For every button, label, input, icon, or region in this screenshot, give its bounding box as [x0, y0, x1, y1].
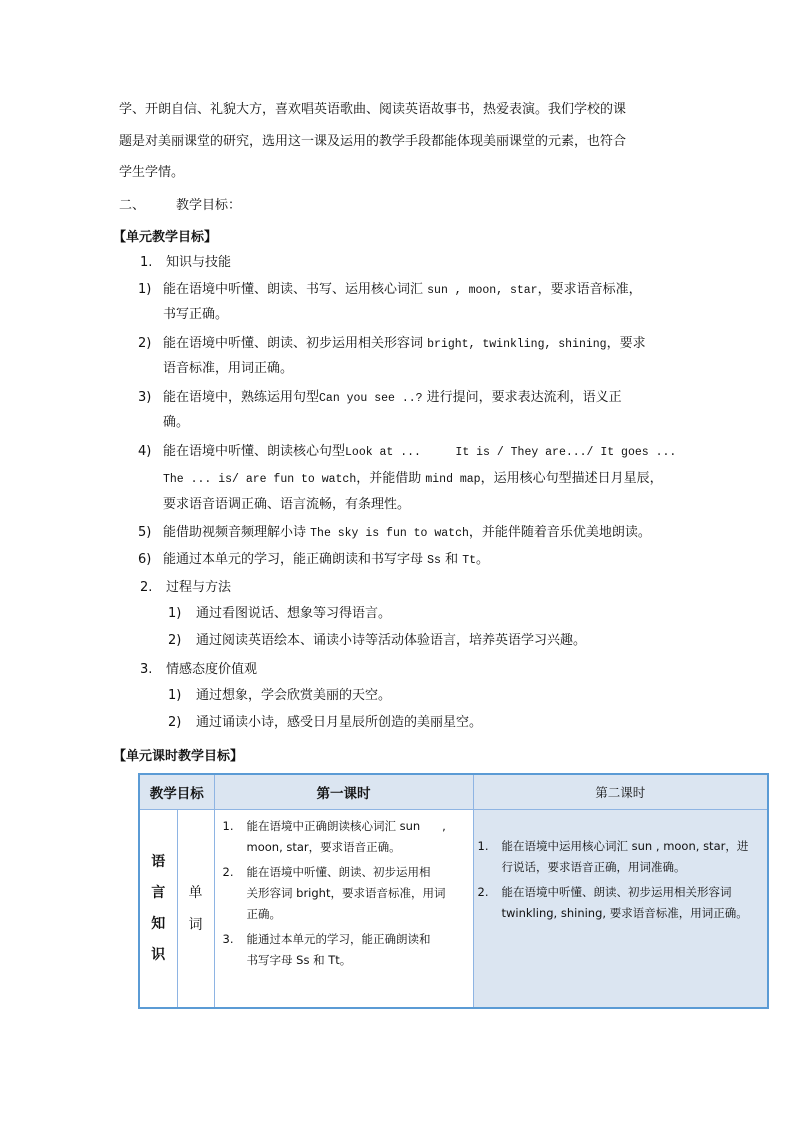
knowledge-item-4-number: 4) [138, 444, 152, 459]
list-item: 1. 能在语境中运用核心词汇 sun , moon, star，进 行说话，要求语音正确，用词准确。 [477, 839, 749, 874]
knowledge-item-6: 能通过本单元的学习，能正确朗读和书写字母 Ss 和 Tt。 [163, 552, 490, 567]
knowledge-item-2-number: 2) [138, 336, 152, 351]
category-language-knowledge: 语 言 知 识 [139, 810, 177, 1009]
knowledge-item-4-line-2: The ... is/ are fun to watch，并能借助 mind map，运用核心句型描述日月星辰， [163, 471, 663, 486]
lesson-goals-heading: 【单元课时教学目标】 [113, 749, 244, 764]
process-item-1-number: 1) [168, 606, 182, 621]
list-item: 1. 能在语境中正确朗读核心词汇 sun , moon, star，要求语音正确。 [222, 819, 446, 854]
list-item: 2. 能在语境中听懂、朗读、初步运用相关形容词 twinkling, shining, 要求语音标准，用词正确。 [477, 885, 748, 920]
process-item-2: 通过阅读英语绘本、诵读小诗等活动体验语言，培养英语学习兴趣。 [196, 633, 587, 648]
emotion-title: 情感态度价值观 [166, 662, 258, 677]
process-number: 2. [140, 580, 153, 595]
knowledge-item-4: 能在语境中听懂、朗读核心句型Look at ... It is / They are.../ It goes ... [163, 444, 677, 459]
intro-line-1: 学、开朗自信、礼貌大方，喜欢唱英语歌曲、阅读英语故事书，热爱表演。我们学校的课 [119, 102, 627, 117]
header-lesson-2: 第二课时 [473, 774, 768, 810]
emotion-item-2: 通过诵读小诗，感受日月星辰所创造的美丽星空。 [196, 715, 483, 730]
knowledge-item-1-number: 1) [138, 282, 152, 297]
header-lesson-1: 第一课时 [214, 774, 473, 810]
knowledge-title: 知识与技能 [166, 255, 232, 270]
emotion-item-1: 通过想象，学会欣赏美丽的天空。 [196, 688, 392, 703]
knowledge-item-2-line-2: 语音标准，用词正确。 [163, 361, 294, 376]
process-item-2-number: 2) [168, 633, 182, 648]
section-number: 二、 [119, 198, 146, 213]
header-teaching-goals: 教学目标 [139, 774, 214, 810]
knowledge-item-6-number: 6) [138, 552, 152, 567]
knowledge-item-4-line-3: 要求语音语调正确、语言流畅，有条理性。 [163, 497, 411, 512]
emotion-item-2-number: 2) [168, 715, 182, 730]
knowledge-item-3: 能在语境中，熟练运用句型Can you see ..? 进行提问，要求表达流利，语义正 [163, 390, 622, 405]
subcategory-words: 单 词 [177, 810, 214, 1009]
list-item: 3. 能通过本单元的学习，能正确朗读和 书写字母 Ss 和 Tt。 [222, 932, 431, 967]
lesson-goals-table [138, 773, 769, 1009]
knowledge-item-3-line-2: 确。 [163, 415, 190, 430]
knowledge-item-1: 能在语境中听懂、朗读、书写、运用核心词汇 sun , moon, star，要求语音标准， [163, 282, 642, 297]
emotion-item-1-number: 1) [168, 688, 182, 703]
process-item-1: 通过看图说话、想象等习得语言。 [196, 606, 392, 621]
intro-line-3: 学生学情。 [119, 165, 185, 180]
emotion-number: 3. [140, 662, 153, 677]
knowledge-item-1-line-2: 书写正确。 [163, 307, 229, 322]
lesson-2-goals [473, 810, 768, 1009]
list-item: 2. 能在语境中听懂、朗读、初步运用相 关形容词 bright，要求语音标准，用词 正确。 [222, 865, 446, 921]
lesson-1-goals [214, 810, 473, 1009]
knowledge-item-5: 能借助视频音频理解小诗 The sky is fun to watch，并能伴随着音乐优美地朗读。 [163, 525, 651, 540]
section-title: 教学目标： [176, 198, 242, 213]
knowledge-item-3-number: 3) [138, 390, 152, 405]
process-title: 过程与方法 [166, 580, 232, 595]
unit-goals-heading: 【单元教学目标】 [113, 230, 218, 245]
knowledge-number: 1. [140, 255, 153, 270]
intro-line-2: 题是对美丽课堂的研究，选用这一课及运用的教学手段都能体现美丽课堂的元素，也符合 [119, 134, 627, 149]
knowledge-item-5-number: 5) [138, 525, 152, 540]
knowledge-item-2: 能在语境中听懂、朗读、初步运用相关形容词 bright, twinkling, shining，要求 [163, 336, 646, 351]
